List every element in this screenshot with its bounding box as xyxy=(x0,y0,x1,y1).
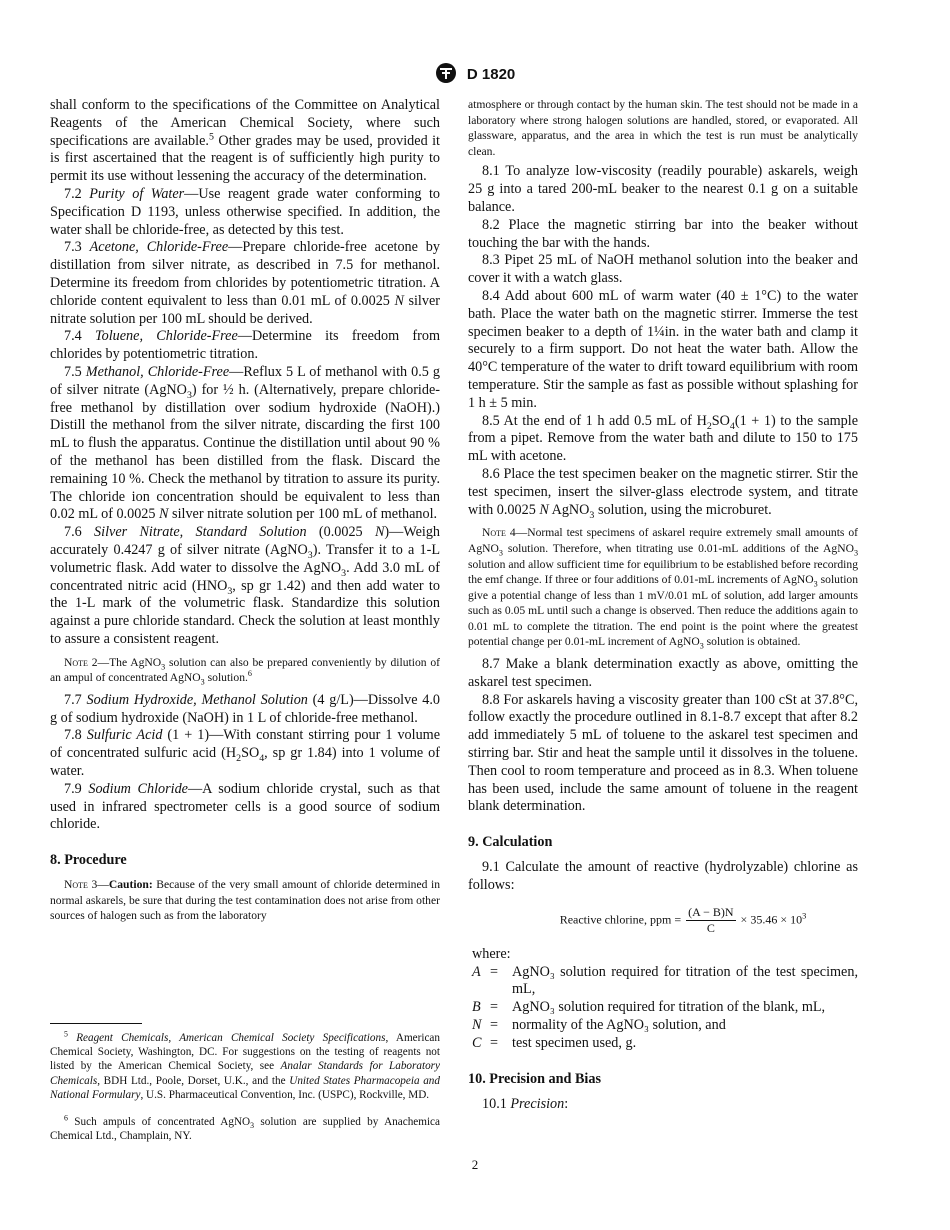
chlorine-equation: Reactive chlorine, ppm = $\frac{(A - B)N}{C}$ × $35.46 \times 10^3$ xyxy=(559,904,807,935)
variable-row: A = AgNO₃ solution required for titration of the test specimen, mL, xyxy=(472,963,858,998)
section-8-heading: 8. Procedure xyxy=(50,852,127,869)
note-3-continued: atmosphere or through contact by the human skin. The test should not be made in a laboratory where strong halogen solutions are handled, stored, or evaporated. All glassware, apparatus, and the area in which the test is run must be analytically clean. xyxy=(468,98,858,158)
note-2: Note 2—The AgNO$_3$ solution can also be prepared conveniently by dilution of an ampul of concentrated AgNO$_3$ solution.$^6$ xyxy=(50,655,440,687)
footnote-5: $^5$ Reagent Chemicals, American Chemical Society Specifications, American Chemical Society, Washington, DC. For suggestions on the testing of reagents not listed by the American Chemical Society, see Analar Standards for Laboratory Chemicals, BDH Ltd., Poole, Dorset, U.K., and the United States Pharmacopeia and National Formulary, U.S. Pharmaceutical Convention, Inc. (USPC), Rockville, MD. xyxy=(50,1029,440,1101)
page-number: 2 xyxy=(471,1157,479,1172)
section-8-7: 8.7 Make a blank determination exactly as above, omitting the askarel test specimen. xyxy=(468,656,858,690)
variable-row: N = normality of the AgNO₃ solution, and xyxy=(472,1017,726,1034)
section-7-2: 7.2 Purity of Water—Use reagent grade water conforming to Specification D 1193, unless otherwise specified. In addition, the water shall be chloride-free, as detected by this test. xyxy=(50,185,440,238)
section-8-5: 8.5 At the end of 1 h add 0.5 mL of $H_2SO_4(1 + 1)$ to the sample from a pipet. Remove from the water bath and dilute to 150 to 175 mL with acetone. xyxy=(468,412,858,465)
variable-row: B = AgNO₃ solution required for titration of the blank, mL, xyxy=(472,999,826,1016)
section-7-6: 7.6 Silver Nitrate, Standard Solution (0.0025 N)—Weigh accurately 0.4247 g of silver nitrate (AgNO$_3$). Transfer it to a 1-L volumetric flask. Add water to dissolve the AgNO$_3$. Add 3.0 mL of concentrated nitric acid ($HNO_3$, sp gr 1.42) and then add water to the 1-L mark of the volumetric flask. Standardize this solution against a pure chloride standard. Check the solution at least monthly to assure a consistent reagent. xyxy=(50,524,441,647)
variable-list xyxy=(468,964,858,1053)
paragraph: shall conform to the specifications of the Committee on Analytical Reagents of the American Chemical Society, where such specifications are available.$^5$ Other grades may be used, provided it is first ascertained that the reagent is of sufficiently high purity to permit its use without lessening the accuracy of the determination. xyxy=(50,97,440,185)
section-8-8: 8.8 For askarels having a viscosity greater than 100 cSt at 37.8°C, follow exactly the procedure outlined in 8.1-8.7 except that after 8.2 add immediately 5 mL of toluene to the askarel test specimen and stirring bar. Stir and heat the sample until it dissolves in the toluene. Then cool to room temperature and proceed as in 8.3. When toluene has been used, include the same amount of toluene in the reagent blank determination. xyxy=(468,691,858,815)
section-7-4: 7.4 Toluene, Chloride-Free—Determine its freedom from chlorides by potentiometric titration. xyxy=(50,328,440,363)
variable-row: C = test specimen used, g. xyxy=(472,1034,637,1051)
section-7-9: 7.9 Sodium Chloride—A sodium chloride crystal, such as that used in infrared spectrometer cells is a good source of sodium chloride. xyxy=(50,780,440,833)
section-8-6: 8.6 Place the test specimen beaker on the magnetic stirrer. Stir the test specimen, insert the silver-glass electrode system, and titrate with 0.0025 N AgNO$_3$ solution, using the microburet. xyxy=(468,465,858,521)
footnote-rule xyxy=(50,1023,142,1024)
standard-designation: D 1820 xyxy=(466,65,516,83)
section-8-4: 8.4 Add about 600 mL of warm water (40 ± 1°C) to the water bath. Place the water bath on the magnetic stirrer. Immerse the test specimen beaker to a depth of 1¼in. in the water bath and clamp it securely to a firm support. Do not heat the water bath. Allow the 40°C temperature of the water to drift toward equilibrium with room temperature. Stir the sample as fast as possible without splashing for 1 h ± 5 min. xyxy=(468,287,858,411)
section-8-1: 8.1 To analyze low-viscosity (readily pourable) askarels, weigh 25 g into a tared 200-mL beaker to the nearest 0.1 g on a suitable balance. xyxy=(468,163,858,215)
page-header xyxy=(0,62,950,88)
footnote-6: $^6$ Such ampuls of concentrated AgNO$_3$ solution are supplied by Anachemica Chemical Ltd., Champlain, NY. xyxy=(50,1113,440,1143)
section-9-1: 9.1 Calculate the amount of reactive (hydrolyzable) chlorine as follows: xyxy=(468,859,858,894)
section-9-heading: 9. Calculation xyxy=(468,834,553,851)
section-7-8: 7.8 Sulfuric Acid (1 + 1)—With constant stirring pour 1 volume of concentrated sulfuric acid ($H_2SO_4$, sp gr 1.84) into 1 volume of water. xyxy=(50,727,441,780)
where-label: where: xyxy=(472,945,511,962)
section-10-heading: 10. Precision and Bias xyxy=(468,1070,601,1087)
section-7-3: 7.3 Acetone, Chloride-Free—Prepare chloride-free acetone by distillation from silver nitrate, as described in 7.5 for methanol. Determine its freedom from chlorides by potentiometric titration. A chloride content equivalent to less than 0.01 mL of 0.0025 N silver nitrate solution per 100 mL should be derived. xyxy=(50,239,440,327)
left-column xyxy=(50,97,440,930)
right-column xyxy=(468,97,858,1113)
note-3: Note 3—Caution: Because of the very small amount of chloride determined in normal askarels, be sure that during the test contamination does not arise from other sources of halogen such as from the laboratory xyxy=(50,878,440,923)
section-8-3: 8.3 Pipet 25 mL of NaOH methanol solution into the beaker and cover it with a watch glass. xyxy=(468,252,858,287)
astm-logo-icon xyxy=(435,62,457,88)
note-4: Note 4—Normal test specimens of askarel require extremely small amounts of AgNO$_3$ solution. Therefore, when titrating use 0.01-mL additions of the AgNO$_3$ solution and allow sufficient time for equilibrium to be established before recording the emf change. If three or four additions of 0.01-mL increments of AgNO$_3$ solution give a potential change of less than 1 mV/0.01 mL of solution, add larger amounts such as 0.05 mL until such a change is observed. Then reduce the additions again to 0.01 mL to complete the titration. The end point is the point where the greatest potential change per 0.01-mL increment of AgNO$_3$ solution is obtained. xyxy=(468,526,859,651)
section-10-1: 10.1 Precision: xyxy=(482,1095,569,1112)
section-7-5: 7.5 Methanol, Chloride-Free—Reflux 5 L of methanol with 0.5 g of silver nitrate (AgNO$_3$) for ½ h. (Alternatively, prepare chloride-free methanol by distillation over sodium hydroxide (NaOH).) Distill the methanol from the silver nitrate, discarding the first 100 mL to flush the apparatus. Continue the distillation until about 90 % of the methanol has been distilled from the flask. Discard the remaining 10 %. Check the methanol by titration to assure its purity. The chloride ion concentration should be equivalent to less than 0.02 mL of 0.0025 N silver nitrate solution per 100 mL of methanol. xyxy=(50,363,440,523)
section-8-2: 8.2 Place the magnetic stirring bar into the beaker without touching the bar with the hands. xyxy=(468,216,858,251)
section-7-7: 7.7 Sodium Hydroxide, Methanol Solution (4 g/L)—Dissolve 4.0 g of sodium hydroxide (NaOH) in 1 L of chloride-free methanol. xyxy=(50,691,440,726)
